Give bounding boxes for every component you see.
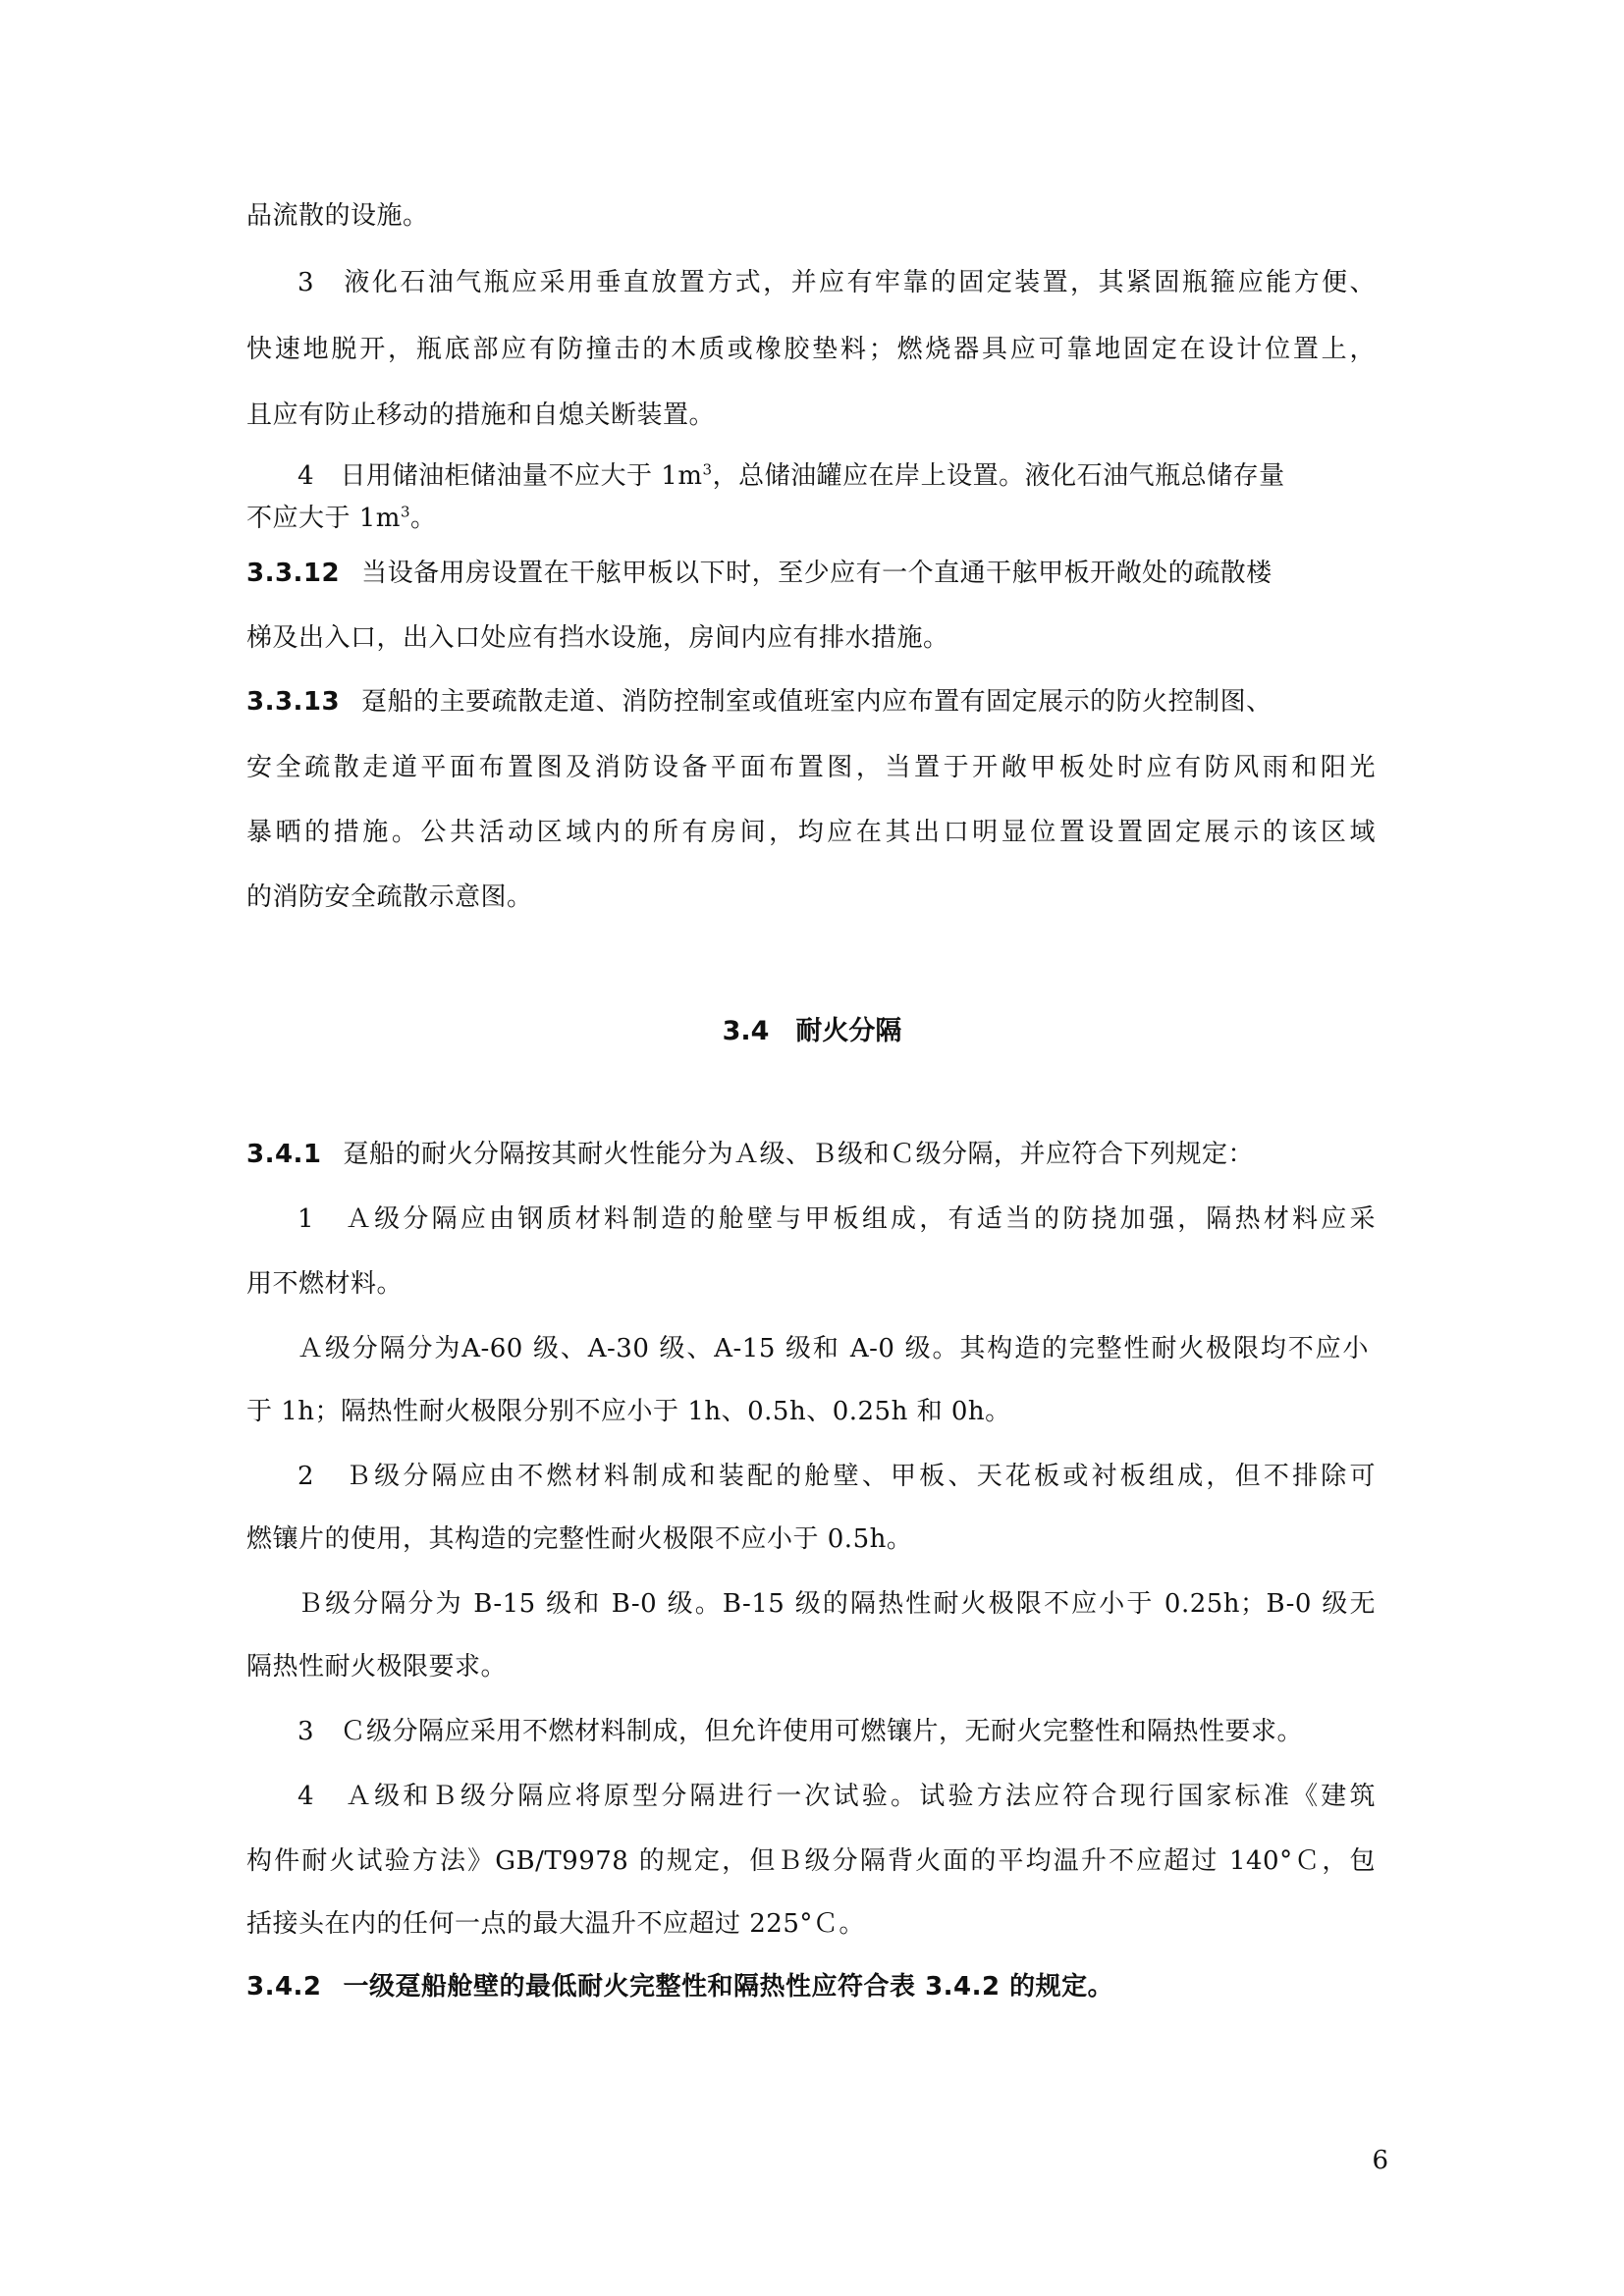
clause-number: 3.4.1 xyxy=(246,1140,322,1169)
text-line: 隔热性耐火极限要求。 xyxy=(246,1652,508,1682)
superscript: 3 xyxy=(702,460,713,479)
line-part: 4 日用储油柜储油量不应大于 1m xyxy=(298,461,703,491)
text-line: 燃镶片的使用，其构造的完整性耐火极限不应小于 0.5h。 xyxy=(246,1524,913,1554)
section-heading xyxy=(0,1009,1624,1047)
text-line: 梯及出入口，出入口处应有挡水设施，房间内应有排水措施。 xyxy=(246,623,949,653)
section-title: 耐火分隔 xyxy=(795,1016,902,1046)
text-line: 1 Ａ级分隔应由钢质材料制造的舱壁与甲板组成，有适当的防挠加强，隔热材料应采 xyxy=(298,1204,1376,1234)
page-number: 6 xyxy=(1372,2146,1388,2175)
line-part: 。 xyxy=(410,504,437,533)
text-line: 暴晒的措施。公共活动区域内的所有房间，均应在其出口明显位置设置固定展示的该区域 xyxy=(246,818,1376,847)
clause-text: 当设备用房设置在干舷甲板以下时，至少应有一个直通干舷甲板开敞处的疏散楼 xyxy=(361,559,1272,588)
text-line: 2 Ｂ级分隔应由不燃材料制成和装配的舱壁、甲板、天花板或衬板组成，但不排除可 xyxy=(298,1462,1376,1491)
text-line: 3 Ｃ级分隔应采用不燃材料制成，但允许使用可燃镶片，无耐火完整性和隔热性要求。 xyxy=(298,1717,1304,1746)
text-line: 于 1h；隔热性耐火极限分别不应小于 1h、0.5h、0.25h 和 0h。 xyxy=(246,1397,1011,1426)
clause-number: 3.4.2 xyxy=(246,1972,322,2002)
text-line: 的消防安全疏散示意图。 xyxy=(246,882,533,912)
line-part: 不应大于 1m xyxy=(246,504,401,533)
clause-text: 趸船的主要疏散走道、消防控制室或值班室内应布置有固定展示的防火控制图、 xyxy=(361,687,1272,717)
superscript: 3 xyxy=(400,503,411,521)
clause-number: 3.3.12 xyxy=(246,559,341,588)
text-line: 3 液化石油气瓶应采用垂直放置方式，并应有牢靠的固定装置，其紧固瓶箍应能方便、 xyxy=(298,268,1376,297)
clause-number: 3.3.13 xyxy=(246,687,341,717)
text-line: 且应有防止移动的措施和自熄关断装置。 xyxy=(246,400,716,430)
text-line: 用不燃材料。 xyxy=(246,1269,404,1299)
text-line: 括接头在内的任何一点的最大温升不应超过 225°Ｃ。 xyxy=(246,1909,865,1939)
text-line: Ｂ级分隔分为 B-15 级和 B-0 级。B-15 级的隔热性耐火极限不应小于 0.25h；B-0 级无 xyxy=(298,1589,1376,1619)
clause-text: 一级趸船舱壁的最低耐火完整性和隔热性应符合表 3.4.2 的规定。 xyxy=(343,1972,1114,2002)
clause-3-3-13 xyxy=(246,684,1272,720)
text-line: 品流散的设施。 xyxy=(246,201,429,231)
clause-text: 趸船的耐火分隔按其耐火性能分为Ａ级、Ｂ级和Ｃ级分隔，并应符合下列规定： xyxy=(343,1140,1255,1169)
text-line: 构件耐火试验方法》GB/T9978 的规定，但Ｂ级分隔背火面的平均温升不应超过 140°Ｃ，包 xyxy=(246,1846,1376,1876)
clause-3-4-2 xyxy=(246,1969,1113,2004)
text-line xyxy=(298,458,1285,494)
text-line: 快速地脱开，瓶底部应有防撞击的木质或橡胶垫料；燃烧器具应可靠地固定在设计位置上， xyxy=(246,335,1376,364)
clause-3-4-1 xyxy=(246,1137,1254,1172)
text-line: 安全疏散走道平面布置图及消防设备平面布置图，当置于开敞甲板处时应有防风雨和阳光 xyxy=(246,753,1376,782)
section-number: 3.4 xyxy=(722,1016,770,1046)
text-line: 4 Ａ级和Ｂ级分隔应将原型分隔进行一次试验。试验方法应符合现行国家标准《建筑 xyxy=(298,1782,1376,1811)
clause-3-3-12 xyxy=(246,556,1272,591)
line-part: ，总储油罐应在岸上设置。液化石油气瓶总储存量 xyxy=(712,461,1285,491)
text-line: Ａ级分隔分为A-60 级、A-30 级、A-15 级和 A-0 级。其构造的完整性耐火极限均不应小 xyxy=(298,1334,1369,1363)
text-line xyxy=(246,501,437,536)
